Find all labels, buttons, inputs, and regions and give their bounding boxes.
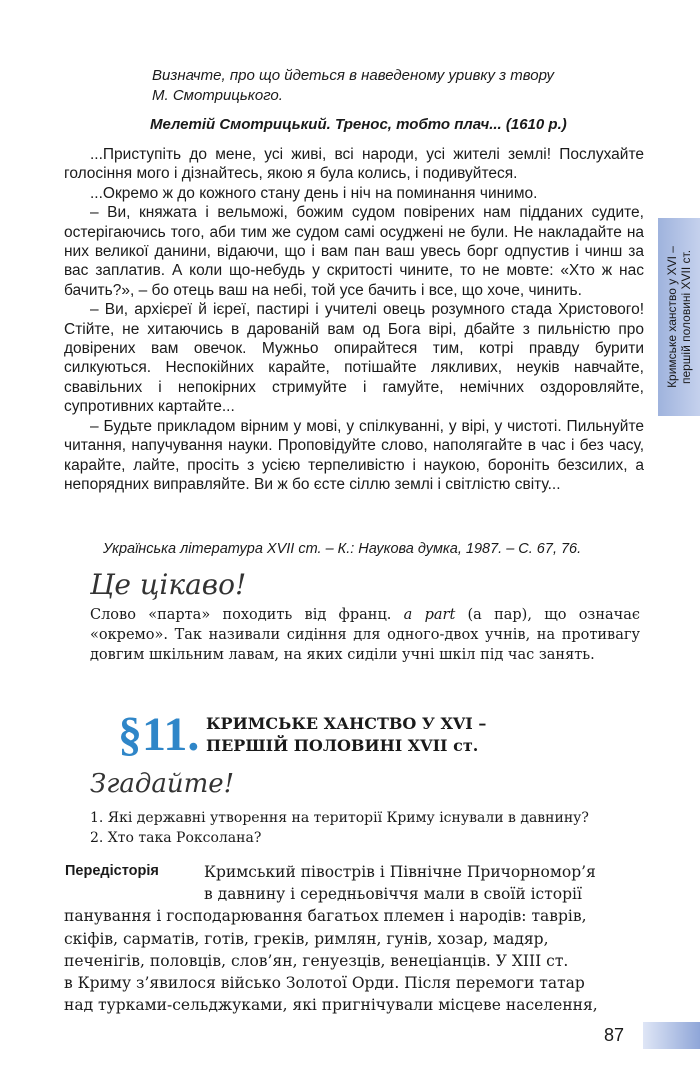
prehistory-line: Кримський півострів і Північне Причорномор’я xyxy=(204,863,596,881)
page-number: 87 xyxy=(604,1025,625,1045)
side-tab-line-2: першій половині XVII ст. xyxy=(679,249,693,385)
excerpt-title: Мелетій Смотрицький. Тренос, тобто плач... (1610 р.) xyxy=(150,116,567,133)
prehistory-line: панування і господарювання багатьох племен і народів: таврів, xyxy=(64,907,587,926)
prehistory-label: Передісторія xyxy=(65,863,159,879)
prehistory-line: в Криму з’явилося військо Золотої Орди. Після перемоги татар xyxy=(64,974,585,993)
interesting-heading: Це цікаво! xyxy=(90,568,247,601)
side-tab-line-1: Кримське ханство у XVI – xyxy=(665,246,679,388)
prehistory-line: над турками-сельджуками, які пригнічували місцеве населення, xyxy=(64,996,598,1015)
page-corner-bar xyxy=(643,1022,700,1049)
section-number: §11. xyxy=(118,708,200,761)
interesting-foreign-term: a part xyxy=(403,607,456,623)
interesting-text xyxy=(90,605,640,665)
task-line-2: М. Смотрицького. xyxy=(152,87,283,104)
chapter-side-tab-label xyxy=(665,246,693,388)
recall-question-1: 1. Які державні утворення на території Криму існували в давнину? xyxy=(90,810,589,826)
excerpt-paragraph: ...Окремо ж до кожного стану день і ніч на поминання чинимо. xyxy=(90,184,538,202)
section-title-line-2: ПЕРШІЙ ПОЛОВИНІ XVII ст. xyxy=(206,736,479,755)
excerpt-paragraph: – Ви, княжата і вельможі, божим судом повірених нам підданих судите, остерігаючись того, аби тим же судом самі осуджені не були. Не накладайте на них великої данини, відаючи, що і вам пан ваш увесь борг одпустив і чинш за вас заплатив. А коли що-небудь у скритості чините, то не мовте: «Хто ж нас бачить?», – бо отець ваш на небі, той усе бачить і все, що хоче, чинить. xyxy=(64,204,644,299)
recall-heading: Згадайте! xyxy=(90,769,235,799)
recall-question-2: 2. Хто така Роксолана? xyxy=(90,830,262,846)
excerpt-paragraph: – Будьте прикладом вірним у мові, у спілкуванні, у вірі, у чистоті. Пильнуйте читання, напучування науки. Проповідуйте слово, наполягайте в час і без часу, карайте, лайте, просіть з усією терпеливістю і наукою, бороніть безсилих, а непорядних виправляйте. Ви ж бо єсте сіллю землі і світлістю світу... xyxy=(64,417,644,493)
interesting-text-before: Слово «парта» походить від франц. xyxy=(90,607,404,623)
interesting-text-after: (а пар), що означає «окремо». Так називали сидіння для одного-двох учнів, на противагу довгим шкільним лавам, на яких сиділи учні шкіл під час занять. xyxy=(90,607,640,663)
prehistory-line: скіфів, сарматів, готів, греків, римлян, гунів, хозар, мадяр, xyxy=(64,929,549,948)
task-line-1: Визначте, про що йдеться в наведеному уривку з твору xyxy=(152,67,554,84)
chapter-side-tab xyxy=(658,218,700,416)
prehistory-line: печенігів, половців, слов’ян, генуезців, венеціанців. У XIII ст. xyxy=(64,951,569,970)
section-title xyxy=(206,713,606,757)
prehistory-line: в давнину і середньовіччя мали в своїй історії xyxy=(204,885,582,904)
excerpt-paragraph: – Ви, архієреї й ієреї, пастирі і учителі овець розумного стада Христового! Стійте, не хитаючись в дарованій вам од Бога вірі, дбайте з пильністю про довірених вам овечок. Мужньо опирайтеся тим, котрі правду бурити силкуються. Неспокійних карайте, потішайте лякливих, неуків навчайте, свавільних і непокірних стримуйте і гамуйте, немічних оздоровляйте, супротивних картайте... xyxy=(64,301,644,416)
section-title-line-1: КРИМСЬКЕ ХАНСТВО У XVI – xyxy=(206,714,487,733)
prehistory-text xyxy=(64,861,640,1016)
task-instruction xyxy=(152,66,642,106)
excerpt-paragraph: ...Приступіть до мене, усі живі, всі народи, усі жителі землі! Послухайте голосіння мого і дізнайтесь, якою я була колись, і подивуйтеся. xyxy=(64,146,644,183)
excerpt-source: Українська література XVII ст. – К.: Наукова думка, 1987. – С. 67, 76. xyxy=(103,541,582,557)
excerpt-text xyxy=(64,145,644,494)
recall-questions xyxy=(90,808,650,848)
